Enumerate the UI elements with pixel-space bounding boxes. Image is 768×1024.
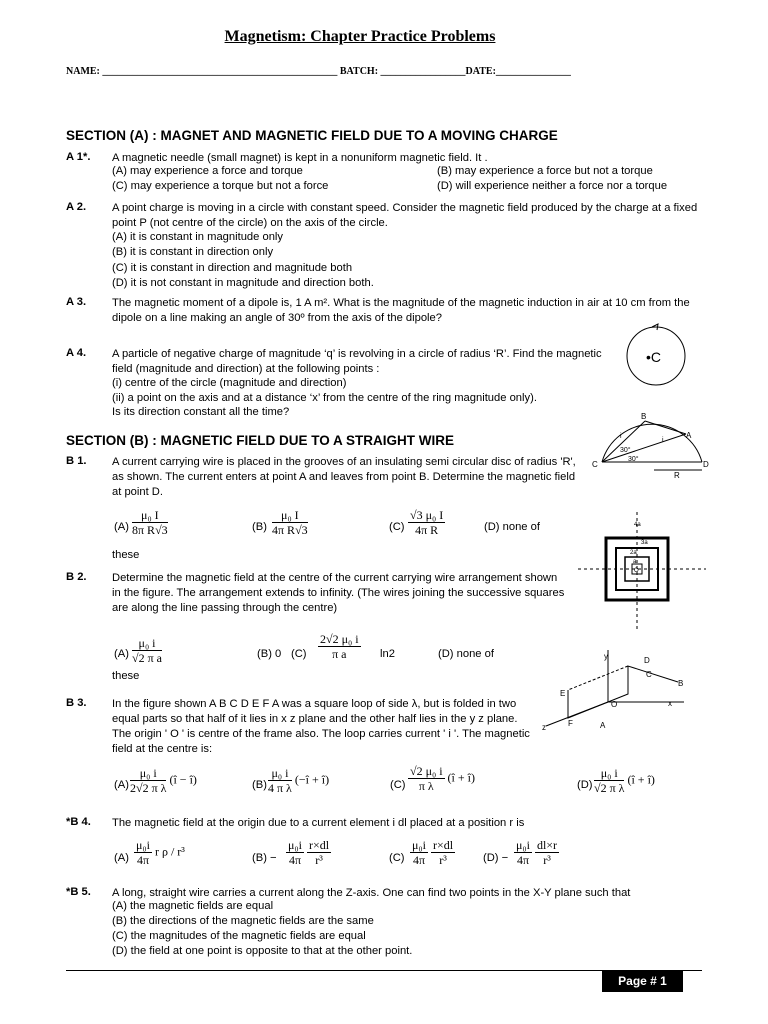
q-a2-number: A 2. <box>66 201 87 213</box>
q-b4-option-c-label: (C) <box>389 852 405 864</box>
folded-loop-figure <box>538 646 706 730</box>
q-b1-option-c-label: (C) <box>389 521 405 533</box>
svg-text:z: z <box>542 723 546 730</box>
svg-text:C: C <box>592 460 598 469</box>
svg-text:a: a <box>633 559 637 565</box>
q-b5-option-d: (D) the field at one point is opposite to that at the other point. <box>112 945 413 957</box>
q-b1-option-d-cont: these <box>112 549 140 561</box>
q-a2-option-c: (C) it is constant in direction and magnitude both <box>112 262 353 274</box>
q-b4-option-b-label: (B) − <box>252 852 277 864</box>
section-a-heading: SECTION (A) : MAGNET AND MAGNETIC FIELD DUE TO A MOVING CHARGE <box>66 128 558 143</box>
q-a4-part-ii: (ii) a point on the axis and at a distance ‘x’ from the centre of the ring magnitude only). <box>112 392 537 404</box>
q-b4-text: The magnetic field at the origin due to a current element i dl placed at a position r is <box>112 817 525 829</box>
q-b5-number: *B 5. <box>66 886 91 898</box>
q-a3-number: A 3. <box>66 296 87 308</box>
svg-text:4a: 4a <box>634 522 641 528</box>
q-b5-option-b: (B) the directions of the magnetic fields are the same <box>112 915 374 927</box>
q-b2-option-a-label: (A) <box>114 648 129 660</box>
q-b5-option-a: (A) the magnetic fields are equal <box>112 900 274 912</box>
q-b5-option-c: (C) the magnitudes of the magnetic fields are equal <box>112 930 366 942</box>
svg-text:2a: 2a <box>630 550 637 556</box>
q-b2-number: B 2. <box>66 571 87 583</box>
svg-text:C: C <box>646 670 652 679</box>
q-b1-text: A current carrying wire is placed in the grooves of an insulating semi circular disc of radius 'R', as shown. The current enters at point A and leaves from point B. Determine the magnetic field at point D. <box>112 456 576 498</box>
q-b2-option-d-cont: these <box>112 670 140 682</box>
svg-text:A: A <box>686 431 692 440</box>
q-a2-text: A point charge is moving in a circle with constant speed. Consider the magnetic field produced by the charge at a fixed point P (not centre of the circle) on the axis of the circle. <box>112 202 698 229</box>
svg-text:3a: 3a <box>641 540 648 546</box>
q-a1-number: A 1*. <box>66 151 91 163</box>
svg-text:D: D <box>703 460 709 469</box>
svg-text:i: i <box>662 437 664 444</box>
q-b2-option-c-label: (C) <box>291 648 307 660</box>
q-b3-option-a-label: (A) <box>114 779 129 791</box>
q-a2-option-a: (A) it is constant in magnitude only <box>112 231 284 243</box>
q-a1-option-b: (B) may experience a force but not a torque <box>437 165 653 177</box>
svg-text:R: R <box>674 471 680 480</box>
page-number-badge: Page # 1 <box>602 970 683 992</box>
q-a1-text: A magnetic needle (small magnet) is kept in a nonuniform magnetic field. It . <box>112 152 488 164</box>
q-a1-option-a: (A) may experience a force and torque <box>112 165 303 177</box>
svg-text:B: B <box>641 412 647 421</box>
worksheet-page: Magnetism: Chapter Practice Problems NAME: _______________________________________________ BATCH: _________________DATE:_______________ SECTION (A) : MAGNET AND MAGNETIC FIELD DUE TO A MOVING CHARGE A 1*. A magnetic needle (small magnet) is kept in a nonuniform magnetic field. It . (A) may experience a force and torque (B) may experience a force but not a torque (C) may experience a torque but not a force (D) will experience neither a force nor a torque A 2. A point charge is moving in a circle with constant speed. Consider the magnetic field produced by the charge at a fixed point P (not centre of the circle) on the axis of the circle. (A) it is constant in magnitude only (B) it is constant in direction only (C) it is constant in direction and magnitude both (D) it is not constant in magnitude and direction both. A 3. The magnetic moment of a dipole is, 1 A m². What is the magnitude of the magnetic induction in air at 10 cm from the dipole on a line making an angle of 30º from the axis of the dipole? A 4. A particle of negative charge of magnitude ‘q’ is revolving in a circle of radius ‘R’. Find the magnetic field (magnitude and direction) at the following points : (i) centre of the circle (magnitude and direction) (ii) a point on the axis and at a distance ‘x’ from the centre of the ring magnitude only). Is its direction constant all the time? •C SECTION (B) : MAGNETIC FIELD DUE TO A STRAIGHT WIRE B 1. A current carrying wire is placed in the grooves of an insulating semi circular disc of radius 'R', as shown. The current enters at point A and leaves from point B. Determine the magnetic field at point D. B A C D R 30° 30° i i (A) $\frac{\text{μ₀ I}}{\text{8π R√3}}$ (B) $\frac{\text{μ₀ I}}{\text{4π R√3}}$ (C) $\frac{\text{√3 μ₀ I}}{\text{4π R}}$ (D) none of these B 2. Determine the magnetic field at the centre of the current carrying wire arrangement shown in the figure. The arrangement extends to infinity. (The wires joining the successive squares are along the line passing through the centre) 4a 3a 2a a O (A) $\frac{\text{μ₀ i}}{\text{√2 π a}}$ (B) 0 (C) $\frac{\text{2√2 μ₀ i}}{\text{π a}}$ ln2 (D) none of these B 3. In the figure shown A B C D E F A was a square loop of side λ, but is folded in two equal parts so that half of it lies in x z plane and the other half lies in the y z plane. The origin ' O ' is centre of the frame also. The loop carries current ' i '. The magnetic field at the centre is: y x z A B C D E F O (A) $\frac{\text{μ₀ i}}{\text{2√2 π λ}}$ (î − î) (B) $\frac{\text{μ₀ i}}{\text{4 π λ}}$ (−î + î) (C) $\frac{\text{√2 μ₀ i}}{\text{π λ}}$ (î + î) (D) $\frac{\text{μ₀ i}}{\text{√2 π λ}}$ (î + î) *B 4. The magnetic field at the origin due to a current element i dl placed at a position r is (A) $\frac{\text{μ₀i}}{4\pi}$ r ρ / r³ (B) − $\frac{\text{μ₀i}}{4\pi}$ $\frac{r\times dl}{\text{r³}}$ (C) $\frac{\text{μ₀i}}{4\pi}$ $\frac{r\times dl}{\text{r³}}$ (D) − $\frac{\text{μ₀i}}{4\pi}$ $\frac{dl\times r}{\text{r³}}$ *B 5. A long, straight wire carries a current along the Z-axis. One can find two points in the X-Y plane such that (A) the magnetic fields are equal (B) the directions of the magnetic fields are the same (C) the magnitudes of the magnetic fields are equal (D) the field at one point is opposite to that at the other point. Page # 1 <box>0 0 768 1024</box>
svg-text:O: O <box>634 568 639 574</box>
q-b2-text: Determine the magnetic field at the centre of the current carrying wire arrangement shown in the figure. The arrangement extends to infinity. (The wires joining the successive squares are along the line passing through the centre) <box>112 572 565 614</box>
nested-squares-figure <box>578 512 706 630</box>
q-b2-option-b: (B) 0 <box>257 648 282 660</box>
q-b2-option-c-ln: ln2 <box>380 648 395 660</box>
svg-text:F: F <box>568 719 573 728</box>
q-b2-option-d: (D) none of <box>438 648 494 660</box>
semicircle-disc-figure <box>590 412 710 484</box>
q-b4-option-d-label: (D) − <box>483 852 509 864</box>
q-b3-number: B 3. <box>66 697 87 709</box>
circle-centre-label: •C <box>646 349 662 365</box>
page-title: Magnetism: Chapter Practice Problems <box>224 28 496 45</box>
q-a2-option-b: (B) it is constant in direction only <box>112 246 274 258</box>
q-a4-text: A particle of negative charge of magnitude ‘q’ is revolving in a circle of radius ‘R’. Find the magnetic field (magnitude and direction) at the following points : <box>112 348 602 375</box>
svg-text:i: i <box>620 433 622 440</box>
q-b3-option-c-label: (C) <box>390 779 406 791</box>
svg-text:O: O <box>611 700 618 709</box>
svg-text:x: x <box>668 699 672 708</box>
q-b5-text: A long, straight wire carries a current along the Z-axis. One can find two points in the X-Y plane such that <box>112 887 631 899</box>
q-a1-option-d: (D) will experience neither a force nor a torque <box>437 180 668 192</box>
q-b3-option-d-label: (D) <box>577 779 593 791</box>
q-a1-option-c: (C) may experience a torque but not a force <box>112 180 329 192</box>
q-b3-option-b-label: (B) <box>252 779 267 791</box>
q-b4-number: *B 4. <box>66 816 91 828</box>
svg-text:B: B <box>678 679 684 688</box>
q-b1-option-d: (D) none of <box>484 521 540 533</box>
q-b1-number: B 1. <box>66 455 87 467</box>
q-a4-part-i: (i) centre of the circle (magnitude and direction) <box>112 377 347 389</box>
q-b3-text: In the figure shown A B C D E F A was a square loop of side λ, but is folded in two equal parts so that half of it lies in x z plane and the other half lies in the y z plane. The origin ' O ' is centre of the frame also. The loop carries current ' i '. The magnetic field at the centre is: <box>112 698 530 755</box>
section-b-heading: SECTION (B) : MAGNETIC FIELD DUE TO A STRAIGHT WIRE <box>66 433 454 448</box>
name-batch-date-line: NAME: _______________________________________________ BATCH: _________________DATE:_______________ <box>66 66 571 77</box>
circle-figure <box>618 322 694 386</box>
q-a2-option-d: (D) it is not constant in magnitude and direction both. <box>112 277 374 289</box>
svg-text:30°: 30° <box>620 447 631 454</box>
q-a3-text: The magnetic moment of a dipole is, 1 A m². What is the magnitude of the magnetic induction in air at 10 cm from the dipole on a line making an angle of 30º from the axis of the dipole? <box>112 297 690 324</box>
svg-text:E: E <box>560 689 566 698</box>
svg-text:D: D <box>644 656 650 665</box>
q-b4-option-a-label: (A) <box>114 852 129 864</box>
svg-text:A: A <box>600 721 606 730</box>
q-a4-number: A 4. <box>66 347 87 359</box>
q-b1-option-b-label: (B) <box>252 521 267 533</box>
q-b1-option-a-label: (A) <box>114 521 129 533</box>
svg-text:y: y <box>604 652 608 661</box>
q-a4-closing: Is its direction constant all the time? <box>112 406 290 418</box>
svg-text:30°: 30° <box>628 456 639 463</box>
